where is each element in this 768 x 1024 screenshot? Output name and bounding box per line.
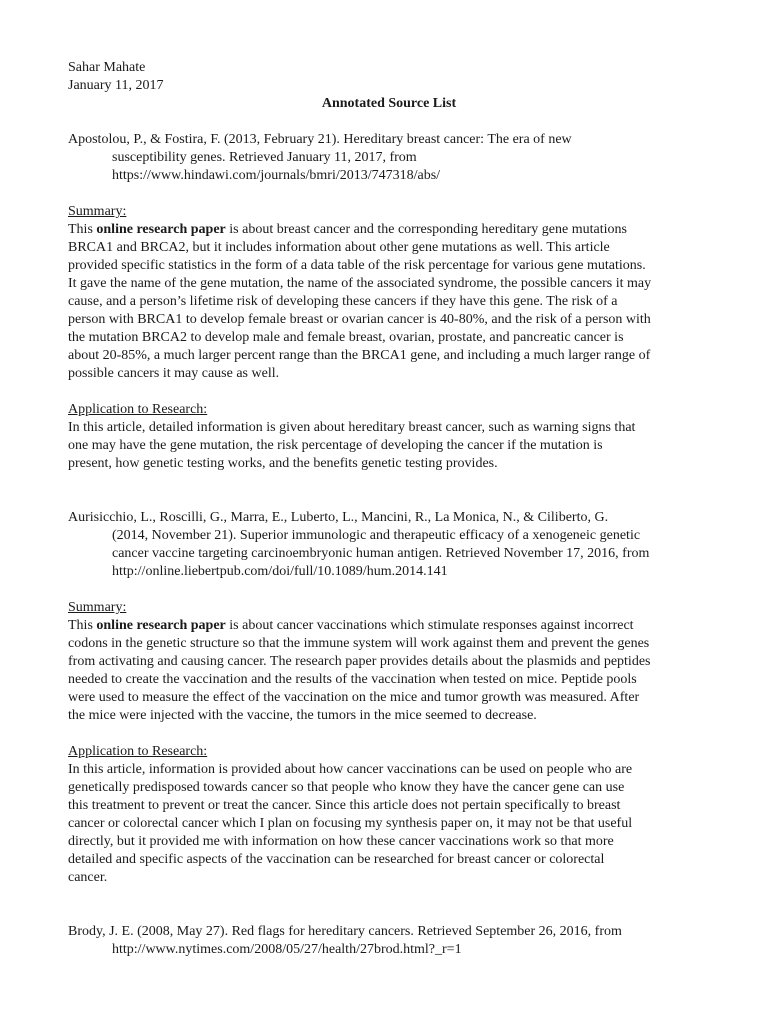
- citation: [68, 923, 710, 959]
- application-line: In this article, detailed information is given about hereditary breast cancer, such as warning signs that: [68, 420, 636, 435]
- source-entry-3: [68, 923, 710, 959]
- summary-line: needed to create the vaccination and the results of the vaccination when tested on mice. Peptide pools: [68, 672, 637, 687]
- author-name: Sahar Mahate: [68, 60, 146, 75]
- summary-heading: Summary:: [68, 204, 127, 219]
- application-line: this treatment to prevent or treat the cancer. Since this article does not pertain specifically to breast: [68, 798, 621, 813]
- application-line: detailed and specific aspects of the vaccination can be researched for breast cancer or colorectal: [68, 852, 605, 867]
- summary-line: codons in the genetic structure so that the immune system will work against them and prevent the genes: [68, 636, 650, 651]
- application-text: [68, 419, 710, 473]
- application-text: [68, 761, 710, 887]
- summary-line: It gave the name of the gene mutation, the name of the associated syndrome, the possible cancers it may: [68, 276, 652, 291]
- application-heading: Application to Research:: [68, 402, 208, 417]
- citation-line: (2014, November 21). Superior immunologic and therapeutic efficacy of a xenogeneic genetic: [112, 528, 641, 543]
- summary-line: person with BRCA1 to develop female breast or ovarian cancer is 40-80%, and the risk of a person with: [68, 312, 651, 327]
- application-line: directly, but it provided me with information on how these cancer vaccinations work so that more: [68, 834, 614, 849]
- document-date: January 11, 2017: [68, 78, 164, 93]
- summary-line: about 20-85%, a much larger percent range than the BRCA1 gene, and including a much larger range of: [68, 348, 651, 363]
- summary-text: [68, 617, 710, 725]
- citation-line: Apostolou, P., & Fostira, F. (2013, February 21). Hereditary breast cancer: The era of new: [68, 132, 572, 147]
- summary-bold: online research paper: [96, 222, 226, 237]
- application-line: In this article, information is provided about how cancer vaccinations can be used on people who are: [68, 762, 633, 777]
- summary-prefix: This: [68, 222, 97, 237]
- application-line: present, how genetic testing works, and the benefits genetic testing provides.: [68, 456, 498, 471]
- citation-url: https://www.hindawi.com/journals/bmri/2013/747318/abs/: [112, 168, 441, 183]
- summary-line: the mutation BRCA2 to develop male and female breast, ovarian, prostate, and pancreatic cancer is: [68, 330, 624, 345]
- source-entry-2: [68, 509, 710, 887]
- summary-line: provided specific statistics in the form of a data table of the risk percentage for various gene mutations.: [68, 258, 646, 273]
- summary-line: BRCA1 and BRCA2, but it includes information about other gene mutations as well. This article: [68, 240, 610, 255]
- document-title: Annotated Source List: [321, 96, 457, 111]
- summary-line: is about breast cancer and the corresponding hereditary gene mutations: [225, 222, 627, 237]
- citation-line: Brody, J. E. (2008, May 27). Red flags for hereditary cancers. Retrieved September 26, 2016, from: [68, 924, 622, 939]
- citation-url: http://www.nytimes.com/2008/05/27/health/27brod.html?_r=1: [112, 942, 462, 957]
- source-entry-1: [68, 131, 710, 473]
- summary-line: cause, and a person’s lifetime risk of developing these cancers if they have this gene. The risk of a: [68, 294, 618, 309]
- summary-line: from activating and causing cancer. The research paper provides details about the plasmids and peptides: [68, 654, 651, 669]
- summary-line: the mice were injected with the vaccine, the tumors in the mice seemed to decrease.: [68, 708, 537, 723]
- citation: [68, 131, 710, 185]
- summary-line: were used to measure the effect of the vaccination on the mice and tumor growth was measured. After: [68, 690, 640, 705]
- application-line: one may have the gene mutation, the risk percentage of developing the cancer if the mutation is: [68, 438, 603, 453]
- summary-heading: Summary:: [68, 600, 127, 615]
- summary-line: possible cancers it may cause as well.: [68, 366, 280, 381]
- citation-line: susceptibility genes. Retrieved January 11, 2017, from: [112, 150, 417, 165]
- citation-line: Aurisicchio, L., Roscilli, G., Marra, E., Luberto, L., Mancini, R., La Monica, N., & Ciliberto, G.: [68, 510, 609, 525]
- application-heading: Application to Research:: [68, 744, 208, 759]
- summary-line: is about cancer vaccinations which stimulate responses against incorrect: [225, 618, 634, 633]
- citation: [68, 509, 710, 581]
- summary-text: [68, 221, 710, 383]
- application-line: cancer or colorectal cancer which I plan on focusing my synthesis paper on, it may not be that useful: [68, 816, 633, 831]
- citation-url: http://online.liebertpub.com/doi/full/10.1089/hum.2014.141: [112, 564, 448, 579]
- summary-prefix: This: [68, 618, 97, 633]
- application-line: genetically predisposed towards cancer so that people who know they have the cancer gene can use: [68, 780, 625, 795]
- summary-bold: online research paper: [96, 618, 226, 633]
- citation-line: cancer vaccine targeting carcinoembryonic human antigen. Retrieved November 17, 2016, from: [112, 546, 650, 561]
- application-line: cancer.: [68, 870, 108, 885]
